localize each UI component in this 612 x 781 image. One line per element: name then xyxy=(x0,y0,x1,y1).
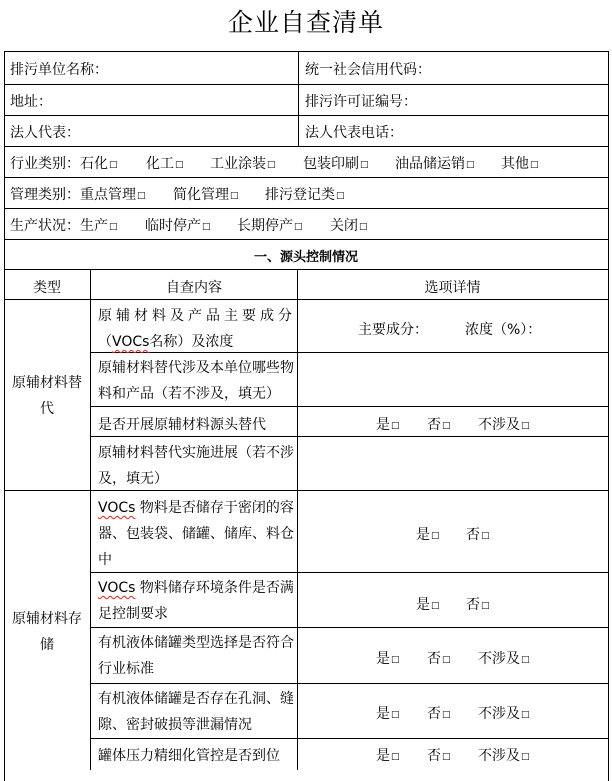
vocs-term: VOCs xyxy=(112,334,150,350)
industry-option-other[interactable]: 其他 □ xyxy=(501,153,539,173)
credit-code-label: 统一社会信用代码： xyxy=(305,62,431,78)
industry-option-oil[interactable]: 油品储运销 □ xyxy=(395,153,475,173)
vocs-term: VOCs xyxy=(98,580,136,596)
industry-option-petrochem[interactable]: 石化 □ xyxy=(80,153,118,173)
option-no[interactable]: 否 □ xyxy=(427,648,451,668)
rule xyxy=(90,738,608,739)
rule xyxy=(4,269,608,270)
management-option-register[interactable]: 排污登记类 □ xyxy=(265,184,345,204)
rule xyxy=(4,146,608,147)
unit-name-label: 排污单位名称： xyxy=(10,62,108,78)
col-header-type: 类型 xyxy=(33,280,61,296)
option-no[interactable]: 否 □ xyxy=(427,414,451,434)
rule xyxy=(90,683,608,684)
option-na[interactable]: 不涉及 □ xyxy=(478,648,530,668)
option-yes[interactable]: 是 □ xyxy=(376,414,400,434)
rule xyxy=(4,115,608,116)
content-substitution-progress: 原辅材料替代实施进展（若不涉及，填无） xyxy=(98,445,294,487)
option-no[interactable]: 否 □ xyxy=(427,745,451,765)
production-option-long-stop[interactable]: 长期停产 □ xyxy=(237,215,303,235)
col-header-content: 自查内容 xyxy=(166,280,222,296)
industry-option-printing[interactable]: 包装印刷 □ xyxy=(303,153,369,173)
content-tank-type: 有机液体储罐类型选择是否符合行业标准 xyxy=(98,635,294,677)
legal-rep-label: 法人代表： xyxy=(10,125,80,141)
content-substitution-scope: 原辅材料替代涉及本单位哪些物料和产品（若不涉及，填无） xyxy=(98,360,294,402)
option-na[interactable]: 不涉及 □ xyxy=(478,703,530,723)
management-option-simple[interactable]: 简化管理 □ xyxy=(173,184,239,204)
rule xyxy=(4,208,608,209)
industry-option-chemical[interactable]: 化工 □ xyxy=(146,153,184,173)
vocs-term: VOCs xyxy=(98,500,136,516)
option-yes[interactable]: 是 □ xyxy=(416,594,440,614)
content-substitution-done: 是否开展原辅材料源头替代 xyxy=(98,417,266,433)
option-yes[interactable]: 是 □ xyxy=(376,745,400,765)
option-concentration[interactable]: 浓度（%）： xyxy=(465,322,542,338)
group-type-substitution: 原辅材料替代 xyxy=(12,375,82,417)
production-option-temp-stop[interactable]: 临时停产 □ xyxy=(145,215,211,235)
col-header-options: 选项详情 xyxy=(424,280,481,296)
content-storage-environment xyxy=(98,575,294,627)
rule xyxy=(4,51,608,52)
rule xyxy=(4,239,608,240)
rule xyxy=(4,84,608,85)
management-label: 管理类别： xyxy=(10,187,80,203)
bracket: （ xyxy=(98,334,112,350)
production-option-closed[interactable]: 关闭 □ xyxy=(330,215,368,235)
option-no[interactable]: 否 □ xyxy=(427,703,451,723)
production-label: 生产状况： xyxy=(10,218,80,234)
option-yes[interactable]: 是 □ xyxy=(376,703,400,723)
management-option-key[interactable]: 重点管理 □ xyxy=(80,184,146,204)
content-text: 物料是否储存于密闭的容器、包装袋、储罐、储库、料仓中 xyxy=(98,500,294,568)
option-no[interactable]: 否 □ xyxy=(466,594,490,614)
content-tank-pressure: 罐体压力精细化管控是否到位 xyxy=(98,748,280,764)
content-main-components xyxy=(98,303,292,355)
industry-option-coating[interactable]: 工业涂装 □ xyxy=(210,153,276,173)
option-main-component[interactable]: 主要成分： xyxy=(358,322,428,338)
page-title: 企业自查清单 xyxy=(227,8,384,37)
section-heading: 一、源头控制情况 xyxy=(253,250,358,265)
permit-no-label: 排污许可证编号： xyxy=(305,94,417,110)
col-divider-1 xyxy=(90,269,91,770)
production-option-producing[interactable]: 生产 □ xyxy=(80,215,118,235)
rule xyxy=(4,490,608,491)
option-na[interactable]: 不涉及 □ xyxy=(478,745,530,765)
group-type-storage: 原辅材料存储 xyxy=(12,611,82,653)
rule xyxy=(90,627,608,628)
address-label: 地址： xyxy=(10,94,52,110)
content-sealed-storage xyxy=(98,495,294,573)
content-line: 原辅材料及产品主要成分 xyxy=(98,308,292,324)
divider xyxy=(298,51,299,146)
industry-label: 行业类别： xyxy=(10,156,80,172)
rule xyxy=(90,436,608,437)
option-yes[interactable]: 是 □ xyxy=(376,648,400,668)
content-suffix: 名称）及浓度 xyxy=(149,334,234,350)
content-text: 物料储存环境条件是否满足控制要求 xyxy=(98,580,294,622)
content-tank-leak: 有机液体储罐是否存在孔洞、缝隙、密封破损等泄漏情况 xyxy=(98,691,294,733)
option-yes[interactable]: 是 □ xyxy=(416,524,440,544)
content-line xyxy=(98,329,292,355)
legal-phone-label: 法人代表电话： xyxy=(305,125,403,141)
option-na[interactable]: 不涉及 □ xyxy=(478,414,530,434)
rule xyxy=(4,177,608,178)
rule xyxy=(4,299,608,300)
col-divider-2 xyxy=(297,269,298,770)
option-no[interactable]: 否 □ xyxy=(466,524,490,544)
